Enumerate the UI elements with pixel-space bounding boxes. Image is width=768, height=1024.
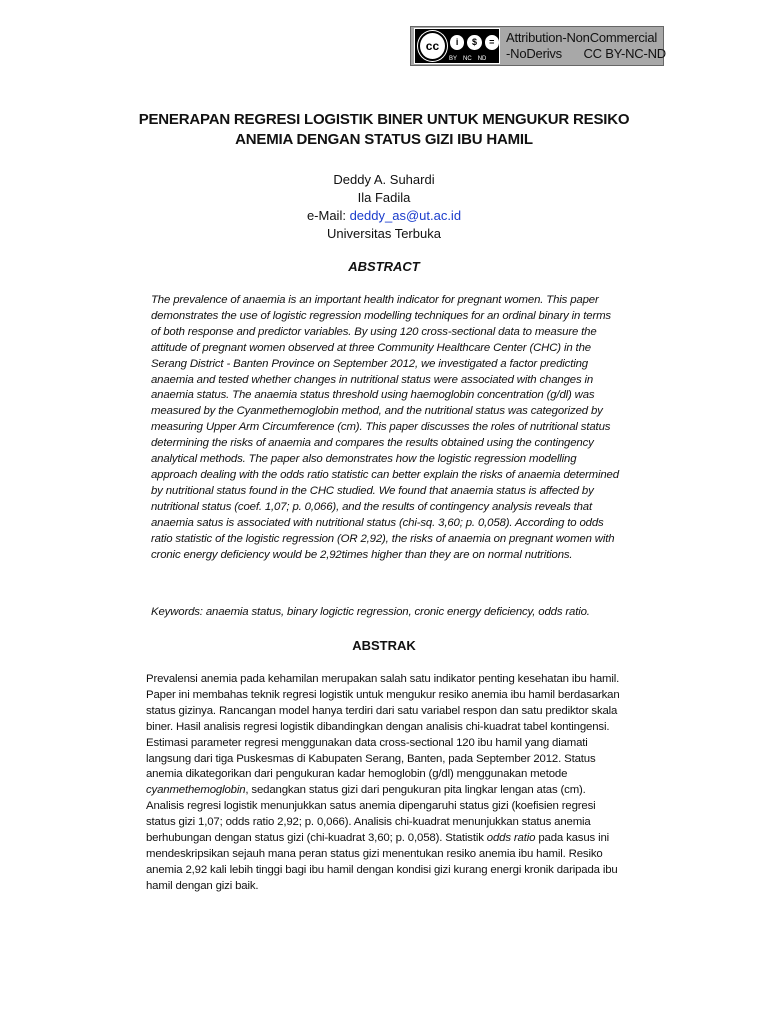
noderivs-icon: = <box>485 35 499 50</box>
noncommercial-icon: $ <box>467 35 481 50</box>
affiliation: Universitas Terbuka <box>327 226 441 241</box>
email-line <box>100 207 668 225</box>
cc-license-icons <box>414 28 500 64</box>
license-text <box>506 30 666 62</box>
title-line2: ANEMIA DENGAN STATUS GIZI IBU HAMIL <box>235 131 533 148</box>
paper-title <box>100 110 668 150</box>
abstrak-italic-2: odds ratio <box>486 832 536 845</box>
abstrak-body <box>146 672 624 895</box>
abstrak-italic-1: cyanmethemoglobin <box>146 784 246 797</box>
by-label: BY <box>449 56 458 62</box>
creative-commons-icon: cc <box>418 31 447 61</box>
license-noderivs: -NoDerivs <box>506 46 562 61</box>
cc-icon-labels <box>449 56 486 62</box>
license-line1: Attribution-NonCommercial <box>506 30 658 45</box>
email-label: e-Mail: <box>306 208 350 223</box>
nc-label: NC <box>463 56 472 62</box>
abstrak-text-3: pada kasus ini mendeskripsikan sejauh mana peran status gizi menentukan resiko anemia ibu hamil. Resiko anemia 2,92 kali lebih tinggi bagi ibu hamil dengan kondisi gizi kurang energi kronik daripada ibu hamil dengan gizi baik. <box>146 832 618 892</box>
abstrak-text-2: , sedangkan status gizi dari pengukuran pita lingkar lengan atas (cm). Analisis regresi logistik menunjukkan satus anemia dipengaruhi status gizi (koefisien regresi status gizi 1,07; odds ratio 2,92; p. 0,066). Analisis chi-kuadrat menunjukkan status anemia berhubungan dengan status gizi (chi-kuadrat 3,60; p. 0,058). Statistik <box>146 784 596 845</box>
abstract-body: The prevalence of anaemia is an important health indicator for pregnant women. This paper demonstrates the use of logistic regression modelling techniques for an ordinal binary in terms of both response and predictor variables. By using 120 cross-sectional data to measure the attitude of pregnant women observed at three Community Healthcare Center (CHC) in the Serang District - Banten Province on September 2012, we investigated a factor predicting anaemia and tested whether changes in nutritional status were associated with changes in anaemia status. The anaemia status threshold using haemoglobin concentration (g/dl) was measured by the Cyanmethemoglobin method, and the nutritional status was categorized by measuring Upper Arm Circumference (cm). This paper discusses the roles of nutritional status determining the risks of anaemia and compares the results obtained using the contingency analytical methods. The paper also demonstrates how the logistic regression modelling approach dealing with the odds ratio statistic can better explain the risks of anaemia determined by nutritional status found in the CHC studied. We found that anaemia status is affected by nutritional status (coef. 1,07; p. 0,066), and the results of contingency analysis reveals that anaemia satus is associated with nutritional status (chi-sq. 3,60; p. 0,058). According to odds ratio statistic of the logistic regression (OR 2,92), the risks of anaemia on pregnant women with cronic energy deficiency would be 2,92times higher than they are on normal nutritions. <box>151 294 619 561</box>
abstrak-text-1: Prevalensi anemia pada kehamilan merupakan salah satu indikator penting kesehatan ibu hamil. Paper ini membahas teknik regresi logistik untuk mengukur resiko anemia ibu hamil berdasarkan status gizinya. Rancangan model hanya terdiri dari satu variabel respon dan satu prediktor skala biner. Hasil analisis regresi logistik dibandingkan dengan analisis chi-kuadrat tabel kontingensi. Estimasi parameter regresi menggunakan data cross-sectional 120 ibu hamil yang diamati langsung dari tiga Puskesmas di Kabupaten Serang, Banten, pada September 2012. Status anemia dikategorikan dari pengukuran kadar hemoglobin (g/dl) menggunakan metode <box>146 673 620 781</box>
attribution-icon: i <box>450 35 464 50</box>
abstract-heading: ABSTRACT <box>348 259 420 274</box>
author-block <box>100 171 668 243</box>
license-code: CC BY-NC-ND <box>583 46 666 61</box>
nd-label: ND <box>477 56 487 62</box>
title-line1: PENERAPAN REGRESI LOGISTIK BINER UNTUK MENGUKUR RESIKO <box>138 111 630 128</box>
license-badge[interactable] <box>410 26 664 66</box>
author-name-1: Deddy A. Suhardi <box>333 172 435 187</box>
abstrak-heading: ABSTRAK <box>352 638 416 653</box>
author-name-2: Ila Fadila <box>357 190 411 205</box>
keywords: Keywords: anaemia status, binary logictic regression, cronic energy deficiency, odds ratio. <box>151 606 590 618</box>
email-link[interactable]: deddy_as@ut.ac.id <box>349 208 462 223</box>
license-line2 <box>506 46 666 62</box>
